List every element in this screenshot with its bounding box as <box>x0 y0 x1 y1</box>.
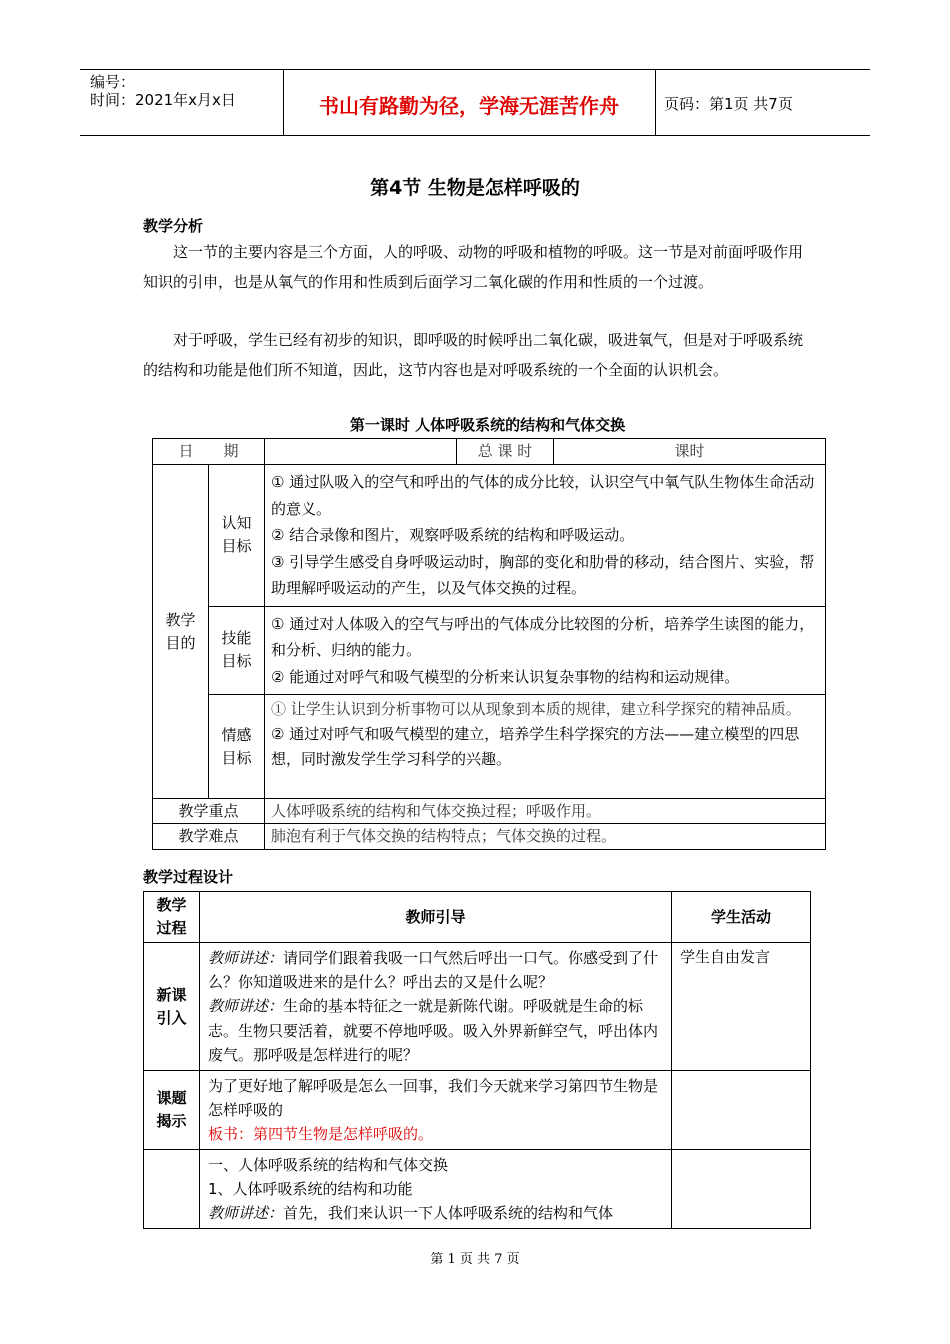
intro-teacher <box>200 943 672 1071</box>
process-table <box>143 891 811 1229</box>
header-bottom-rule <box>80 135 870 136</box>
reveal-teacher <box>200 1071 672 1150</box>
purpose-label: 教学目的 <box>153 465 209 799</box>
section-line-2: 1、人体呼吸系统的结构和功能 <box>208 1180 413 1199</box>
difficulty-label: 教学难点 <box>153 824 265 850</box>
skill-goals <box>265 606 826 695</box>
key-point-text: 人体呼吸系统的结构和气体交换过程；呼吸作用。 <box>265 799 826 824</box>
lesson-title: 第一课时 人体呼吸系统的结构和气体交换 <box>349 416 626 434</box>
cognitive-goal-3: ③ 引导学生感受自身呼吸运动时，胸部的变化和肋骨的移动，结合图片、实验，帮助理解呼吸运动的产生，以及气体交换的过程。 <box>271 552 815 597</box>
emotion-goal-1: ① 让学生认识到分析事物可以从现象到本质的规律，建立科学探究的精神品质。 <box>271 700 801 718</box>
intro-lead-1: 教师讲述： <box>208 949 284 967</box>
section-line-3 <box>208 1201 663 1225</box>
col-stage-header: 教学过程 <box>144 892 200 943</box>
section-teacher <box>200 1150 672 1229</box>
date-value <box>265 439 457 465</box>
analysis-paragraph-1-text: 这一节的主要内容是三个方面，人的呼吸、动物的呼吸和植物的呼吸。这一节是对前面呼吸作用知识的引申，也是从氧气的作用和性质到后面学习二氧化碳的作用和性质的一个过渡。 <box>143 243 804 291</box>
reveal-student <box>672 1071 811 1150</box>
cognitive-goal-1: ① 通过队吸入的空气和呼出的气体的成分比较，认识空气中氧气队生物体生命活动的意义。 <box>271 473 815 518</box>
section-lead: 教师讲述： <box>208 1204 284 1223</box>
intro-text-2: 生命的基本特征之一就是新陈代谢。呼吸就是生命的标志。生物只要活着，就要不停地呼吸。吸入外界新鲜空气，呼出体内废气。那呼吸是怎样进行的呢？ <box>208 997 659 1064</box>
skill-goal-2: ② 能通过对呼气和吸气模型的分析来认识复杂事物的结构和运动规律。 <box>271 667 740 686</box>
section-line-1: 一、人体呼吸系统的结构和气体交换 <box>208 1156 449 1175</box>
analysis-paragraph-2-text: 对于呼吸，学生已经有初步的知识，即呼吸的时候呼出二氧化碳，吸进氧气，但是对于呼吸系统的结构和功能是他们所不知道，因此，这节内容也是对呼吸系统的一个全面的认识机会。 <box>143 331 804 379</box>
page-footer: 第 1 页 共 7 页 <box>430 1252 520 1267</box>
emotion-goal-2: ② 通过对呼气和吸气模型的建立，培养学生科学探究的方法——建立模型的四思想，同时激发学生学习科学的兴趣。 <box>271 725 800 768</box>
motto: 书山有路勤为径，学海无涯苦作舟 <box>319 94 619 118</box>
intro-lead-2: 教师讲述： <box>208 997 284 1016</box>
intro-stage: 新课引入 <box>144 943 200 1071</box>
intro-text-1: 请同学们跟着我吸一口气然后呼出一口气。你感受到了什么？你知道吸进来的是什么？呼出去的又是什么呢？ <box>208 949 659 992</box>
section-text: 首先，我们来认识一下人体呼吸系统的结构和气体 <box>283 1204 614 1223</box>
analysis-paragraph-2 <box>143 325 810 385</box>
process-heading: 教学过程设计 <box>143 868 234 886</box>
cognitive-goal-2: ② 结合录像和图片，观察呼吸系统的结构和呼吸运动。 <box>271 526 635 544</box>
intro-line-1 <box>208 946 663 994</box>
intro-line-2 <box>208 994 663 1067</box>
col-student-header: 学生活动 <box>672 892 811 943</box>
objectives-table <box>152 438 826 850</box>
analysis-paragraph-1 <box>143 237 810 297</box>
skill-label: 技能目标 <box>209 606 265 695</box>
date-label: 日 期 <box>153 439 265 465</box>
page-info: 页码：第1页 共7页 <box>664 95 793 113</box>
cognitive-goals <box>265 465 826 607</box>
skill-goal-1: ① 通过对人体吸入的空气与呼出的气体成分比较图的分析，培养学生读图的能力，和分析、归纳的能力。 <box>271 614 815 659</box>
intro-student: 学生自由发言 <box>672 943 811 1071</box>
reveal-board: 板书：第四节生物是怎样呼吸的。 <box>208 1125 434 1144</box>
cognitive-label: 认知目标 <box>209 465 265 607</box>
analysis-heading: 教学分析 <box>143 217 204 235</box>
key-point-label: 教学重点 <box>153 799 265 824</box>
reveal-stage: 课题揭示 <box>144 1071 200 1150</box>
time-label: 时间：2021年x月x日 <box>90 91 236 109</box>
emotion-label: 情感目标 <box>209 695 265 799</box>
section-student <box>672 1150 811 1229</box>
reveal-text: 为了更好地了解呼吸是怎么一回事，我们今天就来学习第四节生物是怎样呼吸的 <box>208 1077 659 1120</box>
code-label: 编号： <box>90 73 136 91</box>
emotion-goals <box>265 695 826 799</box>
difficulty-text: 肺泡有利于气体交换的结构特点；气体交换的过程。 <box>265 824 826 850</box>
col-teacher-header: 教师引导 <box>200 892 672 943</box>
page-title: 第4节 生物是怎样呼吸的 <box>370 177 580 199</box>
section-stage <box>144 1150 200 1229</box>
total-hours-label: 总 课 时 <box>457 439 554 465</box>
header-top-rule <box>80 69 870 70</box>
hours-label: 课时 <box>554 439 826 465</box>
header-divider-right <box>655 69 656 135</box>
